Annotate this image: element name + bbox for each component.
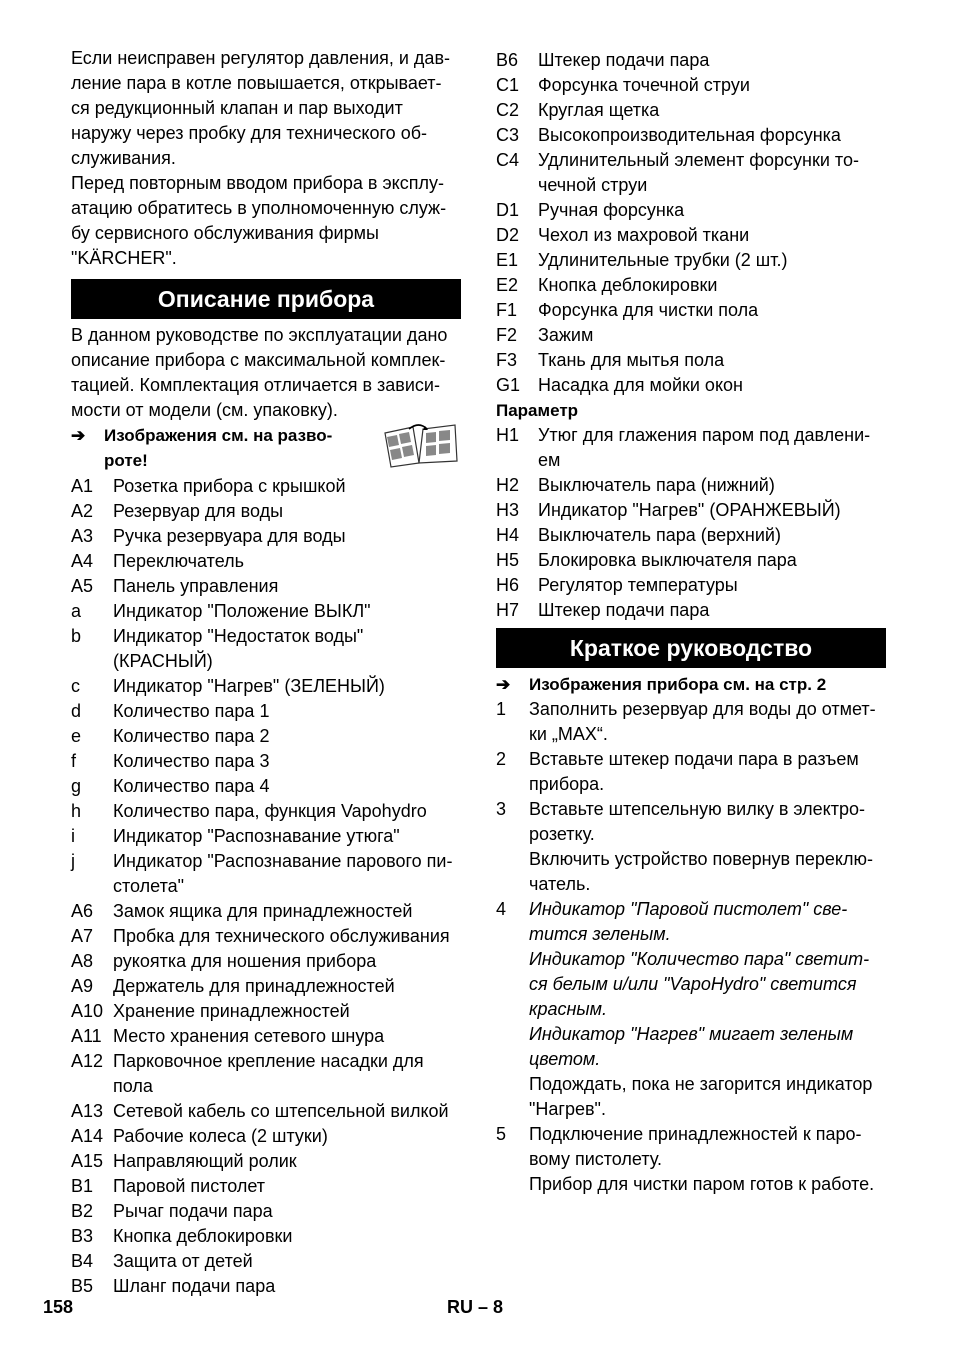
item-text [496,223,886,248]
item-text-line: Индикатор "Распознавание утюга" [113,826,400,846]
item-code: g [71,776,82,796]
note-line: Изображения см. на разво- [104,426,333,445]
item-code: H3 [496,500,520,520]
text-line: наружу через пробку для технического об- [71,123,428,143]
page-label: RU – 8 [447,1297,504,1317]
item-text-line: Форсунка для чистки пола [538,300,759,320]
item-code: A11 [71,1026,102,1046]
item-text-line: Индикатор "Положение ВЫКЛ" [113,601,371,621]
list-item [496,498,886,523]
item-text-line: Ткань для мытья пола [538,350,725,370]
list-item [71,924,461,949]
item-code: H6 [496,575,520,595]
list-item [71,724,461,749]
item-text-line: Количество пара 3 [113,751,270,771]
item-text-line: Высокопроизводительная форсунка [538,125,841,145]
item-text-line: Паровой пистолет [113,1176,266,1196]
step-italic-line: Индикатор "Количество пара" светит- [529,949,870,969]
item-text-line: Розетка прибора с крышкой [113,476,346,496]
item-code: f [71,751,77,771]
item-text [71,1174,461,1199]
item-text [496,273,886,298]
see-images-note [71,423,461,473]
list-item [71,524,461,549]
item-code: A4 [71,551,94,571]
item-text [71,524,461,549]
item-text-line: Зажим [538,325,594,345]
step-line: Вставьте штекер подачи пара в разъем [529,749,859,769]
see-device-images-note: ➔ Изображения прибора см. на стр. 2 [496,672,886,697]
section-heading-description: Описание прибора [71,279,461,319]
item-text [496,473,886,498]
step-line: розетку. [529,824,595,844]
item-text [71,1199,461,1224]
item-text-line: Регулятор температуры [538,575,738,595]
item-text-line: пола [113,1076,153,1096]
step-line: "Нагрев". [529,1099,606,1119]
item-text-line: Защита от детей [113,1251,253,1271]
list-item [496,98,886,123]
item-text-line: Рычаг подачи пара [113,1201,273,1221]
item-text [71,949,461,974]
item-code: B5 [71,1276,94,1296]
item-text [71,849,461,899]
list-item [496,373,886,398]
intro-paragraph [71,46,461,271]
step-line: чатель. [529,874,591,894]
item-text-line: столета" [113,876,185,896]
step-line: прибора. [529,774,605,794]
list-item [496,473,886,498]
list-item [71,1099,461,1124]
item-text [496,323,886,348]
item-code: E1 [496,250,519,270]
item-code: D2 [496,225,520,245]
item-code: C2 [496,100,520,120]
item-text-line: Шланг подачи пара [113,1276,276,1296]
text-line: описание прибора с максимальной комплек- [71,350,446,370]
item-text [71,699,461,724]
list-item [71,1049,461,1099]
item-text-line: чечной струи [538,175,648,195]
text-line: тацией. Комплектация отличается в зависи- [71,375,440,395]
item-code: F2 [496,325,518,345]
step-italic-line: Индикатор "Паровой пистолет" све- [529,899,848,919]
item-text [496,373,886,398]
item-text [496,573,886,598]
list-item [71,1174,461,1199]
list-item [71,474,461,499]
item-code: C3 [496,125,520,145]
step-line: вому пистолету. [529,1149,662,1169]
item-text [496,598,886,623]
item-code: a [71,601,82,621]
list-item [71,999,461,1024]
item-text-line: рукоятка для ношения прибора [113,951,377,971]
item-text [71,474,461,499]
list-item [71,674,461,699]
step-item [496,1122,886,1197]
item-code: h [71,801,82,821]
item-text [71,624,461,674]
list-item [71,624,461,674]
step-line: Вставьте штепсельную вилку в электро- [529,799,866,819]
item-code: B2 [71,1201,94,1221]
list-item [71,1124,461,1149]
item-text-line: Штекер подачи пара [538,600,710,620]
item-text-line: Выключатель пара (нижний) [538,475,775,495]
item-text [71,924,461,949]
section-heading-quick-guide: Краткое руководство [496,628,886,668]
list-item [496,73,886,98]
note-line: роте! [104,451,148,470]
item-text [496,73,886,98]
item-text-line: Место хранения сетевого шнура [113,1026,385,1046]
item-text [496,523,886,548]
list-item [71,749,461,774]
step-text [496,697,886,747]
item-text [71,899,461,924]
item-text [71,549,461,574]
item-text-line: Сетевой кабель со штепсельной вилкой [113,1101,449,1121]
list-item [71,574,461,599]
item-text-line: Парковочное крепление насадки для [113,1051,424,1071]
step-line: ки „MAX“. [529,724,608,744]
item-text [71,1149,461,1174]
list-item [496,548,886,573]
item-text [71,1024,461,1049]
item-code: A13 [71,1101,104,1121]
item-code: A14 [71,1126,104,1146]
parts-list-iron [496,423,886,623]
item-text-line: Индикатор "Распознавание парового пи- [113,851,453,871]
item-text-line: Индикатор "Недостаток воды" (КРАСНЫЙ) [113,626,364,671]
item-text-line: Штекер подачи пара [538,50,710,70]
item-text-line: Круглая щетка [538,100,660,120]
step-line: Заполнить резервуар для воды до отмет- [529,699,876,719]
item-code: A10 [71,1001,104,1021]
list-item [71,949,461,974]
step-item [496,697,886,747]
item-text [71,1099,461,1124]
item-code: H2 [496,475,520,495]
item-text-line: Удлинительный элемент форсунки то- [538,150,859,170]
item-text [71,1124,461,1149]
list-item [71,699,461,724]
step-line: Прибор для чистки паром готов к работе. [529,1174,875,1194]
list-item [71,499,461,524]
text-line: атацию обратитесь в уполномоченную служ- [71,198,447,218]
item-text-line: Хранение принадлежностей [113,1001,350,1021]
list-item [496,223,886,248]
item-text [496,423,886,473]
text-line: Перед повторным вводом прибора в эксплу- [71,173,444,193]
item-text-line: Выключатель пара (верхний) [538,525,781,545]
item-code: B6 [496,50,519,70]
item-code: d [71,701,82,721]
step-number: 4 [496,899,507,919]
item-code: A3 [71,526,94,546]
item-text [71,974,461,999]
item-code: G1 [496,375,521,395]
step-line: Подождать, пока не загорится индикатор [529,1074,873,1094]
list-item [71,824,461,849]
item-text-line: Количество пара, функция Vapohydro [113,801,427,821]
item-text-line: Направляющий ролик [113,1151,297,1171]
item-code: A8 [71,951,94,971]
step-line: Включить устройство повернув переклю- [529,849,873,869]
item-code: H5 [496,550,520,570]
item-code: B4 [71,1251,94,1271]
item-code: H7 [496,600,520,620]
list-item [496,323,886,348]
item-text-line: Индикатор "Нагрев" (ЗЕЛЕНЫЙ) [113,676,385,696]
item-text [71,674,461,699]
item-text-line: Кнопка деблокировки [113,1226,293,1246]
step-italic-line: цветом. [529,1049,601,1069]
step-text [496,1122,886,1197]
text-line: мости от модели (см. упаковку). [71,400,338,420]
item-text-line: Индикатор "Нагрев" (ОРАНЖЕВЫЙ) [538,500,841,520]
item-code: H4 [496,525,520,545]
arrow-icon: ➔ [71,426,86,445]
subheading-parameter: Параметр [496,401,579,420]
list-item [496,48,886,73]
item-code: B3 [71,1226,94,1246]
step-text [496,897,886,1122]
description-paragraph [71,323,461,423]
item-text-line: Ручная форсунка [538,200,685,220]
item-text [496,123,886,148]
item-text-line: Рабочие колеса (2 штуки) [113,1126,328,1146]
item-text [496,48,886,73]
item-text-line: ем [538,450,561,470]
list-item [71,774,461,799]
text-line: Если неисправен регулятор давления, и дав- [71,48,451,68]
item-code: A12 [71,1051,104,1071]
item-code: A7 [71,926,94,946]
item-code: A5 [71,576,94,596]
item-text [496,148,886,198]
item-text [496,548,886,573]
list-item [71,899,461,924]
text-line: служивания. [71,148,176,168]
list-item [71,849,461,899]
item-text [496,498,886,523]
page-number: 158 [43,1297,74,1317]
item-text [496,98,886,123]
item-code: C4 [496,150,520,170]
step-number: 2 [496,749,507,769]
step-item [496,897,886,1122]
list-item [496,348,886,373]
item-code: D1 [496,200,520,220]
list-item [71,1249,461,1274]
item-text-line: Резервуар для воды [113,501,284,521]
list-item [71,1199,461,1224]
item-text [71,574,461,599]
item-text [71,774,461,799]
step-text [496,797,886,897]
list-item [71,549,461,574]
list-item [71,1149,461,1174]
step-italic-line: красным. [529,999,608,1019]
quick-guide-steps [496,697,886,1197]
item-text [71,499,461,524]
item-code: b [71,626,82,646]
item-text [71,824,461,849]
text-line: ся редукционный клапан и пар выходит [71,98,403,118]
item-code: j [71,851,75,871]
step-number: 1 [496,699,507,719]
item-code: F1 [496,300,518,320]
item-text-line: Форсунка точечной струи [538,75,750,95]
item-text-line: Чехол из махровой ткани [538,225,750,245]
item-text [71,1049,461,1099]
list-item [496,423,886,473]
item-code: e [71,726,82,746]
arrow-icon: ➔ [496,675,511,694]
right-column [496,48,886,1197]
parts-list-continued [496,48,886,398]
item-text-line: Пробка для технического обслуживания [113,926,450,946]
item-code: i [71,826,75,846]
item-text-line: Ручка резервуара для воды [113,526,346,546]
list-item [71,1224,461,1249]
list-item [71,799,461,824]
list-item [71,1024,461,1049]
step-italic-line: Индикатор "Нагрев" мигает зеленым [529,1024,854,1044]
item-text [71,749,461,774]
step-italic-line: тится зеленым. [529,924,671,944]
list-item [496,148,886,198]
item-text [71,724,461,749]
text-line: ление пара в котле повышается, открывает- [71,73,442,93]
item-text-line: Панель управления [113,576,279,596]
item-code: A1 [71,476,94,496]
item-text [496,198,886,223]
item-text-line: Удлинительные трубки (2 шт.) [538,250,788,270]
item-code: A15 [71,1151,104,1171]
item-code: c [71,676,80,696]
item-code: A2 [71,501,94,521]
item-text-line: Переключатель [113,551,244,571]
item-text-line: Насадка для мойки окон [538,375,743,395]
step-item [496,747,886,797]
list-item [496,523,886,548]
list-item [71,974,461,999]
item-text [496,348,886,373]
list-item [496,573,886,598]
item-text [71,1274,461,1299]
item-text [71,799,461,824]
item-code: C1 [496,75,520,95]
step-text [496,747,886,797]
list-item [496,273,886,298]
item-code: H1 [496,425,520,445]
item-code: A6 [71,901,94,921]
step-italic-line: ся белым и/или "VapoHydro" светится [529,974,857,994]
item-text [71,599,461,624]
item-text-line: Кнопка деблокировки [538,275,718,295]
item-text-line: Держатель для принадлежностей [113,976,395,996]
item-code: F3 [496,350,518,370]
item-text [71,1249,461,1274]
item-code: E2 [496,275,519,295]
item-text-line: Количество пара 1 [113,701,270,721]
item-code: B1 [71,1176,94,1196]
item-text-line: Замок ящика для принадлежностей [113,901,413,921]
item-code: A9 [71,976,94,996]
step-number: 3 [496,799,507,819]
step-number: 5 [496,1124,507,1144]
item-text [496,248,886,273]
item-text [71,999,461,1024]
step-item [496,797,886,897]
list-item [496,123,886,148]
list-item [496,198,886,223]
parts-list [71,474,461,1299]
text-line: "KÄRCHER". [71,248,177,268]
list-item [496,298,886,323]
text-line: В данном руководстве по эксплуатации дано [71,325,448,345]
step-line: Подключение принадлежностей к паро- [529,1124,862,1144]
item-text [496,298,886,323]
text-line: бу сервисного обслуживания фирмы [71,223,379,243]
list-item [496,248,886,273]
left-column [71,46,461,1299]
list-item [71,599,461,624]
item-text-line: Утюг для глажения паром под давлени- [538,425,871,445]
open-book-icon [379,423,461,469]
item-text [71,1224,461,1249]
list-item [496,598,886,623]
item-text-line: Количество пара 2 [113,726,270,746]
item-text-line: Количество пара 4 [113,776,270,796]
list-item [71,1274,461,1299]
item-text-line: Блокировка выключателя пара [538,550,797,570]
